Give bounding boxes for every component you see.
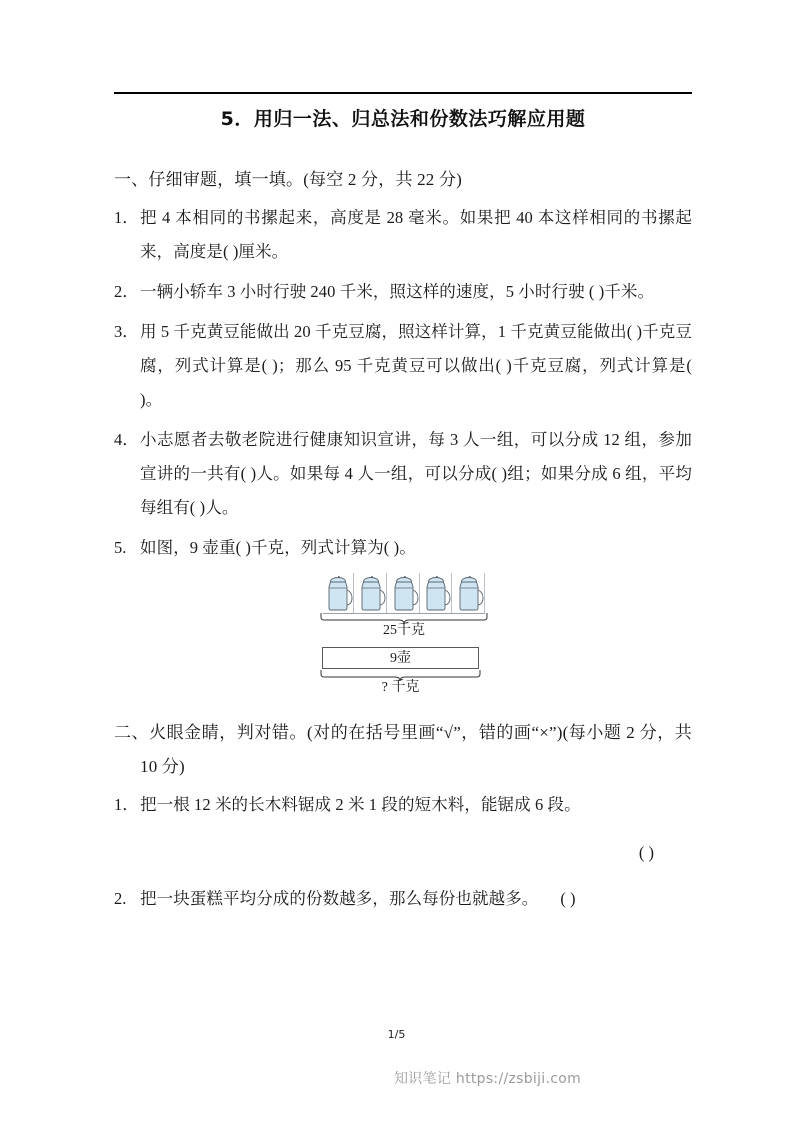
question-text: 一辆小轿车 3 小时行驶 240 千米，照这样的速度，5 小时行驶 ( )千米。 xyxy=(140,282,655,301)
question-text: 如图，9 壶重( )千克，列式计算为( )。 xyxy=(140,538,416,557)
page-number: 1/5 xyxy=(387,1028,406,1041)
kettle-icon xyxy=(323,573,354,613)
question-number: 5. xyxy=(114,538,127,557)
page-title: 5．用归一法、归总法和份数法巧解应用题 xyxy=(220,108,586,130)
question-number: 1． xyxy=(114,208,139,227)
bottom-brace-label: ? 千克 xyxy=(381,680,420,695)
header-rule xyxy=(114,92,692,94)
watermark xyxy=(0,1068,793,1088)
kettle-group xyxy=(323,571,485,614)
question-item xyxy=(114,531,692,565)
question-number: 3． xyxy=(114,322,139,341)
bar-model-label: 9壶 xyxy=(390,651,411,666)
kettle-bar-model-figure xyxy=(114,571,692,706)
watermark-text: 知识笔记 https://zsbiji.com xyxy=(393,1071,582,1087)
question-number: 4． xyxy=(114,430,139,449)
question-text: 用 5 千克黄豆能做出 20 千克豆腐，照这样计算，1 千克黄豆能做出( )千克豆腐，列式计算是( )；那么 95 千克黄豆可以做出( )千克豆腐，列式计算是( )。 xyxy=(140,322,692,409)
question-item xyxy=(114,315,692,417)
kettle-icon xyxy=(454,573,485,613)
section-heading-fill-in-blank: 一、仔细审题，填一填。(每空 2 分，共 22 分) xyxy=(114,170,463,189)
kettle-icon xyxy=(356,573,387,613)
kettle-icon xyxy=(421,573,452,613)
section-heading-true-false: 二、火眼金睛，判对错。(对的在括号里画“√”，错的画“×”)(每小题 2 分，共 10 分) xyxy=(114,723,692,776)
question-item xyxy=(114,788,692,822)
question-number: 1． xyxy=(114,795,139,814)
answer-parenthesis[interactable]: ( ) xyxy=(638,843,654,862)
question-item xyxy=(114,882,692,916)
kettle-icon xyxy=(389,573,420,613)
question-number: 2. xyxy=(114,889,127,908)
question-item xyxy=(114,423,692,525)
question-text xyxy=(140,882,692,916)
question-item xyxy=(114,201,692,269)
document-content xyxy=(114,163,692,916)
bar-model-box xyxy=(322,647,479,669)
question-text: 小志愿者去敬老院进行健康知识宣讲，每 3 人一组，可以分成 12 组，参加宣讲的一共有( )人。如果每 4 人一组，可以分成( )组；如果分成 6 组，平均每组有( )人。 xyxy=(140,430,692,517)
question-text: 把 4 本相同的书摞起来，高度是 28 毫米。如果把 40 本这样相同的书摞起来，高度是( )厘米。 xyxy=(140,208,692,261)
question-text-body: 把一块蛋糕平均分成的份数越多，那么每份也就越多。 xyxy=(140,889,539,908)
question-item xyxy=(114,275,692,309)
answer-parenthesis[interactable]: ( ) xyxy=(560,889,576,908)
question-number: 2． xyxy=(114,282,139,301)
question-text: 把一根 12 米的长木料锯成 2 米 1 段的短木料，能锯成 6 段。 xyxy=(140,795,581,814)
top-brace-label: 25千克 xyxy=(383,623,425,638)
